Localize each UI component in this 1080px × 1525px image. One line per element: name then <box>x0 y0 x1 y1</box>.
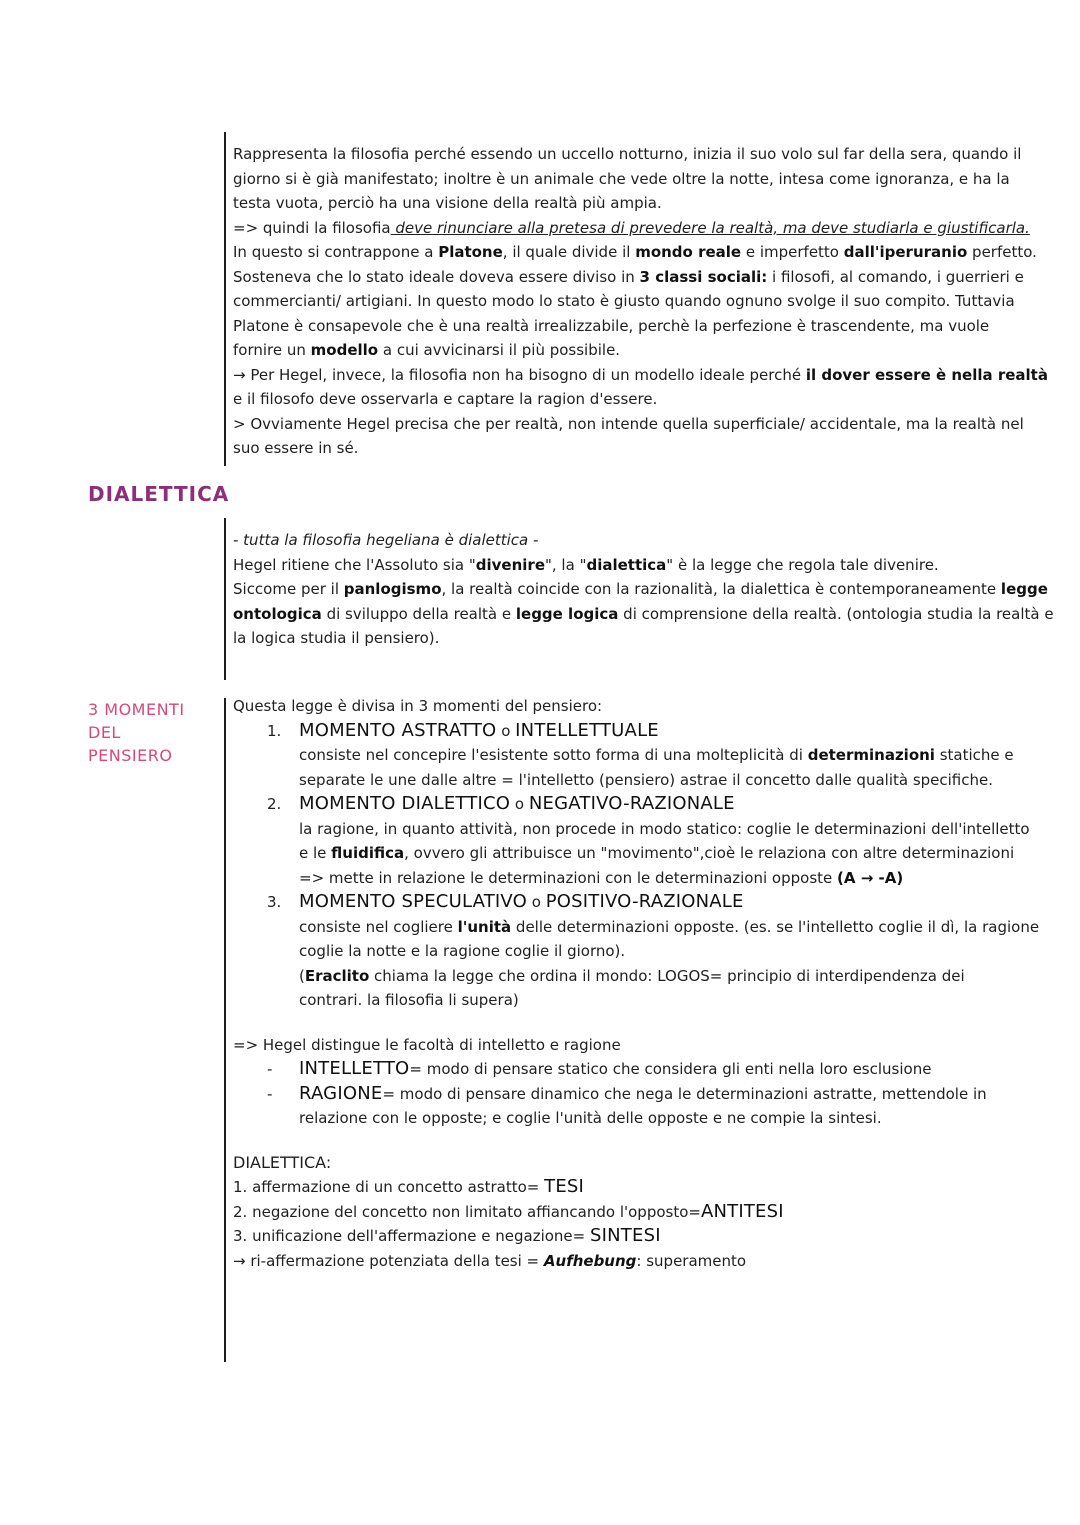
text-line <box>233 1200 993 1225</box>
moment-title <box>233 890 993 915</box>
moment-name: INTELLETTUALE <box>515 719 659 741</box>
term: ANTITESI <box>700 1200 784 1222</box>
text: i filosofi, al comando, i guerrieri e <box>767 267 1024 286</box>
list-number: 2. <box>267 795 282 813</box>
text-line <box>233 915 1040 940</box>
bold-text: panlogismo <box>343 580 442 598</box>
text: 1. affermazione di un concetto astratto= <box>233 1178 545 1196</box>
bold-text: dall'iperuranio <box>843 243 968 261</box>
heading-line: PENSIERO <box>88 746 173 765</box>
text-line: Questa legge è divisa in 3 momenti del pensiero: <box>233 697 603 715</box>
bold-text: legge <box>1000 580 1048 598</box>
moment-name: POSITIVO-RAZIONALE <box>545 891 744 912</box>
text-line <box>233 866 993 891</box>
text-line: DIALETTICA: <box>233 1152 332 1172</box>
bold-text: divenire <box>475 555 545 574</box>
text: , ovvero gli attribuisce un "movimento",cioè le relaziona con altre determinazioni <box>404 844 1015 862</box>
text-line: separate le une dalle altre = l'intelletto (pensiero) astrae il concetto dalle qualità specifiche. <box>299 770 994 789</box>
text: perfetto. <box>967 243 1037 261</box>
paragraph-filosofia <box>233 142 1048 461</box>
spacer <box>233 1131 993 1151</box>
heading-line: 3 MOMENTI <box>88 700 185 719</box>
text: Siccome per il <box>233 580 344 598</box>
text-line <box>233 964 993 989</box>
text: Hegel ritiene che l'Assoluto sia " <box>233 555 476 574</box>
text-line <box>233 577 1048 602</box>
list-number: 3. <box>267 893 282 911</box>
bold-text: determinazioni <box>807 746 935 764</box>
paragraph-momenti <box>233 694 1040 1273</box>
text: = modo di pensare statico che considera gli enti nella loro esclusione <box>409 1060 932 1078</box>
text-line: => Hegel distingue le facoltà di intelletto e ragione <box>233 1035 621 1054</box>
text: => mette in relazione le determinazioni con le determinazioni opposte <box>299 868 838 887</box>
text: di sviluppo della realtà e <box>321 604 516 623</box>
spacer <box>233 1013 993 1033</box>
bold-italic-text: Aufhebung <box>543 1251 637 1270</box>
text: ( <box>299 966 305 985</box>
paragraph-dialettica <box>233 528 1054 651</box>
text: , la realtà coincide con la razionalità, la dialettica è contemporaneamente <box>441 580 1001 598</box>
text: In questo si contrappone a <box>233 243 439 261</box>
text: chiama la legge che ordina il mondo: LOGOS= principio di interdipendenza dei <box>369 966 965 985</box>
bold-text: Platone <box>438 243 503 261</box>
bold-text: Eraclito <box>304 966 370 985</box>
text-line: contrari. la filosofia li supera) <box>299 991 519 1009</box>
text: → ri-affermazione potenziata della tesi = <box>233 1251 544 1270</box>
text: fornire un <box>233 341 311 359</box>
margin-line-middle <box>224 518 226 680</box>
text: o <box>496 721 516 740</box>
bold-text: 3 classi sociali: <box>639 267 768 286</box>
text-line <box>233 1249 993 1274</box>
text: → Per Hegel, invece, la filosofia non ha bisogno di un modello ideale perché <box>233 365 806 384</box>
text-line: relazione con le opposte; e coglie l'unità delle opposte e ne compie la sintesi. <box>299 1109 882 1127</box>
moment-name: NEGATIVO-RAZIONALE <box>528 793 735 814</box>
bold-text: mondo reale <box>635 243 742 261</box>
text: e imperfetto <box>741 243 844 261</box>
text: , il quale divide il <box>502 243 636 261</box>
text: statiche e <box>934 746 1014 764</box>
heading-line: DEL <box>88 723 121 742</box>
text: consiste nel concepire l'esistente sotto forma di una molteplicità di <box>299 746 808 764</box>
text-line: coglie la notte e la ragione coglie il giorno). <box>299 942 626 960</box>
moment-title <box>233 719 993 744</box>
bullet-line <box>233 1057 993 1082</box>
moment-name: MOMENTO ASTRATTO <box>299 719 497 741</box>
term: SINTESI <box>590 1225 661 1246</box>
text-line <box>233 338 993 363</box>
term: TESI <box>544 1176 585 1197</box>
term: INTELLETTO <box>299 1058 410 1079</box>
text-line: e il filosofo deve osservarla e captare la ragion d'essere. <box>233 390 658 408</box>
text-line: - tutta la filosofia hegeliana è dialettica - <box>233 531 539 549</box>
margin-line-top <box>224 132 226 466</box>
text-line: giorno si è già manifestato; inoltre è un animale che vede oltre la notte, intesa come ignoranza, e ha la <box>233 169 1010 188</box>
section-heading-dialettica: DIALETTICA <box>88 482 230 506</box>
text: 2. negazione del concetto non limitato affiancando l'opposto= <box>233 1202 701 1221</box>
bold-text: (A → -A) <box>837 868 904 887</box>
bold-text: fluidifica <box>331 844 405 862</box>
text: consiste nel cogliere <box>299 917 458 936</box>
section-heading-momenti <box>88 698 185 767</box>
text-line: la logica studia il pensiero). <box>233 629 440 647</box>
text-line <box>233 363 1048 388</box>
text-line <box>233 743 1014 768</box>
term: RAGIONE <box>299 1082 383 1104</box>
bold-text: il dover essere è nella realtà <box>805 365 1048 384</box>
bold-text: ontologica <box>233 604 322 623</box>
text: di comprensione della realtà. (ontologia studia la realtà e <box>618 604 1054 623</box>
text: : superamento <box>636 1251 747 1270</box>
moment-name: MOMENTO DIALETTICO <box>299 793 511 814</box>
text-line: > Ovviamente Hegel precisa che per realtà, non intende quella superficiale/ accidentale, ma la realtà nel <box>233 414 1024 433</box>
bullet-line <box>233 1082 993 1107</box>
text: delle determinazioni opposte. (es. se l'intelletto coglie il dì, la ragione <box>511 917 1040 936</box>
text-line: commercianti/ artigiani. In questo modo lo stato è giusto quando ognuno svolge il suo compito. Tuttavia <box>233 292 1015 310</box>
text: o <box>510 795 529 813</box>
text-line: Platone è consapevole che è una realtà irrealizzabile, perchè la perfezione è trascendente, ma vuole <box>233 316 990 335</box>
text: = modo di pensare dinamico che nega le determinazioni astratte, mettendole in <box>382 1084 987 1103</box>
bold-text: legge logica <box>515 604 619 623</box>
text: " è la legge che regola tale divenire. <box>666 555 939 574</box>
text-line <box>233 1175 993 1200</box>
text: e le <box>299 844 332 862</box>
text: a cui avvicinarsi il più possibile. <box>378 341 621 359</box>
underlined-text: deve rinunciare alla pretesa di prevedere la realtà, ma deve studiarla e giustificarla. <box>390 218 1030 237</box>
text-line <box>233 216 1030 241</box>
list-number: 1. <box>267 721 282 740</box>
text-line: testa vuota, perciò ha una visione della realtà più ampia. <box>233 194 662 212</box>
text-line <box>233 1224 993 1249</box>
margin-line-bottom <box>224 698 226 1362</box>
text: => quindi la filosofia <box>233 218 391 237</box>
text-line <box>233 265 1024 290</box>
text-line <box>233 240 1037 265</box>
text-line: la ragione, in quanto attività, non procede in modo statico: coglie le determinazioni dell'intelletto <box>299 819 1030 838</box>
dash-bullet: - <box>267 1084 273 1103</box>
dash-bullet: - <box>267 1060 273 1078</box>
bold-text: modello <box>310 341 379 359</box>
text-line <box>233 841 1015 866</box>
text-line <box>233 602 1054 627</box>
bold-text: dialettica <box>586 555 667 574</box>
text: o <box>526 893 546 911</box>
text-line <box>233 553 993 578</box>
text: ", la " <box>545 555 587 574</box>
moment-title <box>233 792 993 817</box>
bold-text: l'unità <box>457 917 512 936</box>
moment-name: MOMENTO SPECULATIVO <box>299 891 527 912</box>
text-line: Rappresenta la filosofia perché essendo un uccello notturno, inizia il suo volo sul far della sera, quando il <box>233 145 1022 163</box>
text: 3. unificazione dell'affermazione e negazione= <box>233 1227 590 1245</box>
text-line: suo essere in sé. <box>233 439 359 457</box>
text: Sosteneva che lo stato ideale doveva essere diviso in <box>233 267 640 286</box>
